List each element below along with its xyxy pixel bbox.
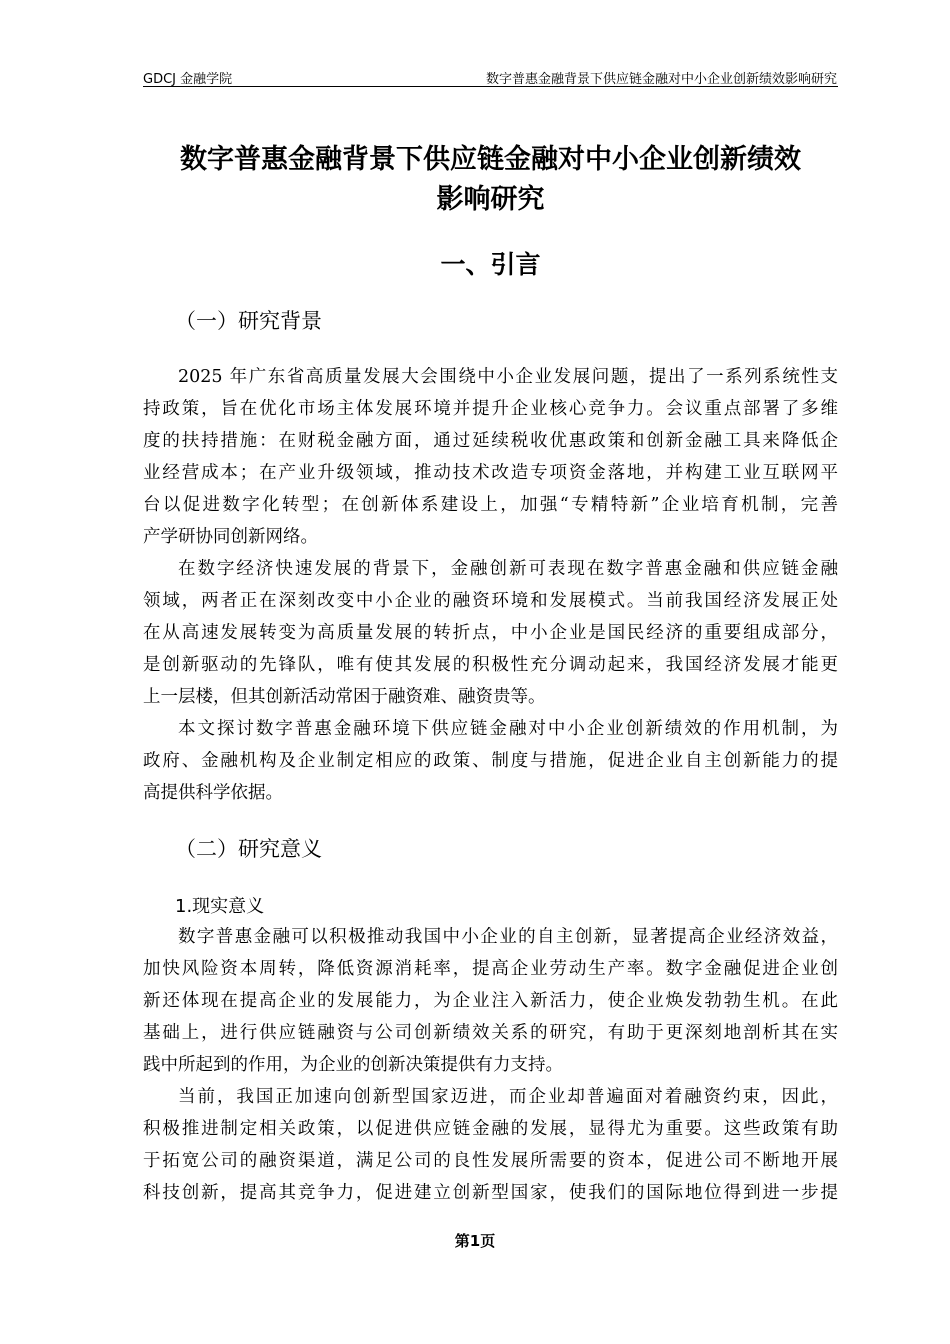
title-line: 数字普惠金融背景下供应链金融对中小企业创新绩效 bbox=[180, 144, 801, 175]
text-line: 践中所起到的作用，为企业的创新决策提供有力支持。 bbox=[143, 1055, 563, 1075]
text-line: 本文探讨数字普惠金融环境下供应链金融对中小企业创新绩效的作用机制，为 bbox=[178, 719, 838, 739]
header-rule bbox=[143, 86, 838, 87]
text-line: 台以促进数字化转型；在创新体系建设上，加强“专精特新”企业培育机制，完善 bbox=[143, 495, 838, 515]
text-line: 业经营成本；在产业升级领域，推动技术改造专项资金落地，并构建工业互联网平 bbox=[143, 463, 838, 483]
text-line: 于拓宽公司的融资渠道，满足公司的良性发展所需要的资本，促进公司不断地开展 bbox=[143, 1151, 838, 1171]
text-line: 持政策，旨在优化市场主体发展环境并提升企业核心竞争力。会议重点部署了多维 bbox=[143, 399, 838, 419]
paragraph bbox=[143, 1081, 838, 1209]
text-line: 上一层楼，但其创新活动常困于融资难、融资贵等。 bbox=[143, 687, 546, 707]
header-left: GDCJ 金融学院 bbox=[143, 72, 233, 87]
paragraph bbox=[143, 713, 838, 809]
text-line: 度的扶持措施：在财税金融方面，通过延续税收优惠政策和创新金融工具来降低企 bbox=[143, 431, 838, 451]
text-line: 新还体现在提高企业的发展能力，为企业注入新活力，使企业焕发勃勃生机。在此 bbox=[143, 991, 838, 1011]
text-line: 当前，我国正加速向创新型国家迈进，而企业却普遍面对着融资约束，因此， bbox=[178, 1087, 838, 1107]
page-number: 第1页 bbox=[454, 1232, 496, 1250]
text-line: 科技创新，提高其竞争力，促进建立创新型国家，使我们的国际地位得到进一步提 bbox=[143, 1183, 838, 1203]
text-line: 政府、金融机构及企业制定相应的政策、制度与措施，促进企业自主创新能力的提 bbox=[143, 751, 838, 771]
text-line: 高提供科学依据。 bbox=[143, 783, 283, 803]
text-line: 加快风险资本周转，降低资源消耗率，提高企业劳动生产率。数字金融促进企业创 bbox=[143, 959, 838, 979]
text-line: 在从高速发展转变为高质量发展的转折点，中小企业是国民经济的重要组成部分， bbox=[143, 623, 838, 643]
text-line: 产学研协同创新网络。 bbox=[143, 527, 318, 547]
paragraph bbox=[143, 361, 838, 553]
text-line: 数字普惠金融可以积极推动我国中小企业的自主创新，显著提高企业经济效益， bbox=[178, 927, 838, 947]
text-line: 是创新驱动的先锋队，唯有使其发展的积极性充分调动起来，我国经济发展才能更 bbox=[143, 655, 838, 675]
document-title bbox=[143, 140, 838, 220]
subsection-heading: （二）研究意义 bbox=[175, 837, 322, 861]
title-line: 影响研究 bbox=[436, 184, 545, 215]
text-line: 2025 年广东省高质量发展大会围绕中小企业发展问题，提出了一系列系统性支 bbox=[178, 367, 838, 387]
text-line: 在数字经济快速发展的背景下，金融创新可表现在数字普惠金融和供应链金融 bbox=[178, 559, 838, 579]
section-heading: 一、引言 bbox=[440, 250, 541, 279]
sub-subsection-heading: 1.现实意义 bbox=[175, 896, 265, 917]
text-line: 领域，两者正在深刻改变中小企业的融资环境和发展模式。当前我国经济发展正处 bbox=[143, 591, 838, 611]
header-right: 数字普惠金融背景下供应链金融对中小企业创新绩效影响研究 bbox=[485, 72, 837, 87]
text-line: 积极推进制定相关政策，以促进供应链金融的发展，显得尤为重要。这些政策有助 bbox=[143, 1119, 838, 1139]
paragraph bbox=[143, 921, 838, 1081]
subsection-heading: （一）研究背景 bbox=[175, 309, 322, 333]
paragraph bbox=[143, 553, 838, 713]
text-line: 基础上，进行供应链融资与公司创新绩效关系的研究，有助于更深刻地剖析其在实 bbox=[143, 1023, 838, 1043]
